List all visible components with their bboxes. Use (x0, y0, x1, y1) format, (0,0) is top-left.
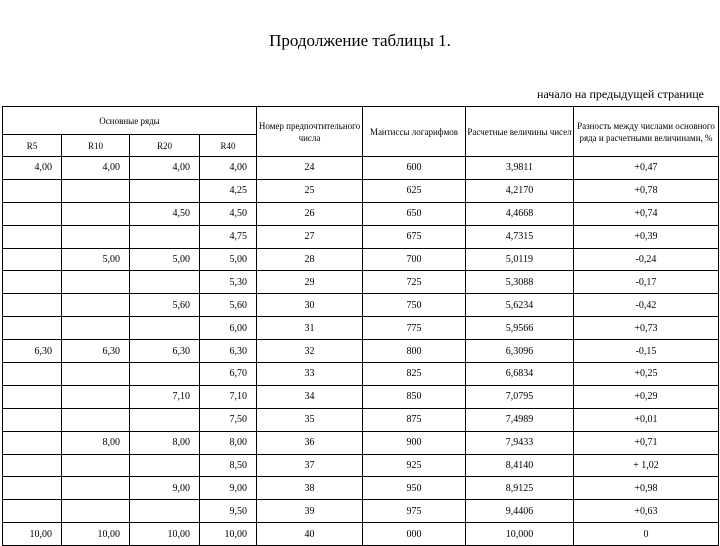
header-r5: R5 (3, 135, 62, 157)
header-r10: R10 (62, 135, 130, 157)
cell-r40: 4,00 (200, 157, 257, 180)
cell-r20: 4,50 (130, 202, 200, 225)
cell-r5 (3, 477, 62, 500)
cell-r10: 8,00 (62, 431, 130, 454)
cell-calculated: 6,3096 (466, 340, 574, 363)
cell-calculated: 9,4406 (466, 500, 574, 523)
cell-difference: +0,25 (574, 363, 719, 386)
cell-r10 (62, 385, 130, 408)
cell-calculated: 10,000 (466, 523, 574, 546)
cell-r20 (130, 454, 200, 477)
cell-r20 (130, 500, 200, 523)
table-row (3, 363, 719, 386)
cell-mantissa: 900 (363, 431, 466, 454)
cell-r20: 4,00 (130, 157, 200, 180)
cell-r40: 7,50 (200, 408, 257, 431)
table-row (3, 248, 719, 271)
cell-r5 (3, 454, 62, 477)
continuation-note: начало на предыдущей странице (537, 87, 704, 101)
cell-r10 (62, 202, 130, 225)
cell-r20: 5,00 (130, 248, 200, 271)
cell-r40: 8,00 (200, 431, 257, 454)
cell-number: 34 (257, 385, 363, 408)
cell-mantissa: 700 (363, 248, 466, 271)
cell-difference: + 1,02 (574, 454, 719, 477)
cell-mantissa: 975 (363, 500, 466, 523)
cell-difference: +0,78 (574, 179, 719, 202)
cell-mantissa: 650 (363, 202, 466, 225)
cell-r5: 6,30 (3, 340, 62, 363)
table-header-row (3, 107, 719, 135)
cell-r20: 8,00 (130, 431, 200, 454)
cell-difference: +0,73 (574, 317, 719, 340)
cell-difference: +0,29 (574, 385, 719, 408)
header-calculated: Расчетные величины чисел (466, 107, 574, 157)
cell-r40: 6,00 (200, 317, 257, 340)
table-row (3, 431, 719, 454)
cell-calculated: 8,4140 (466, 454, 574, 477)
cell-r10: 4,00 (62, 157, 130, 180)
cell-number: 32 (257, 340, 363, 363)
cell-number: 26 (257, 202, 363, 225)
cell-r5: 10,00 (3, 523, 62, 546)
cell-r20 (130, 225, 200, 248)
cell-r5: 4,00 (3, 157, 62, 180)
cell-difference: +0,74 (574, 202, 719, 225)
cell-number: 25 (257, 179, 363, 202)
cell-r10 (62, 294, 130, 317)
cell-r10 (62, 454, 130, 477)
table-row (3, 202, 719, 225)
cell-r40: 7,10 (200, 385, 257, 408)
table-row (3, 271, 719, 294)
cell-difference: +0,01 (574, 408, 719, 431)
cell-mantissa: 750 (363, 294, 466, 317)
cell-mantissa: 825 (363, 363, 466, 386)
cell-calculated: 4,2170 (466, 179, 574, 202)
cell-number: 24 (257, 157, 363, 180)
cell-difference: -0,15 (574, 340, 719, 363)
cell-difference: -0,24 (574, 248, 719, 271)
cell-number: 29 (257, 271, 363, 294)
table-body (3, 157, 719, 546)
cell-r5 (3, 202, 62, 225)
cell-r20: 6,30 (130, 340, 200, 363)
table-row (3, 157, 719, 180)
cell-calculated: 5,0119 (466, 248, 574, 271)
cell-calculated: 7,9433 (466, 431, 574, 454)
cell-mantissa: 725 (363, 271, 466, 294)
header-difference: Разность между числами основного ряда и расчетными величинами, % (574, 107, 719, 157)
cell-r5 (3, 363, 62, 386)
cell-difference: -0,17 (574, 271, 719, 294)
cell-r10 (62, 271, 130, 294)
cell-r20 (130, 363, 200, 386)
cell-mantissa: 850 (363, 385, 466, 408)
cell-r20: 10,00 (130, 523, 200, 546)
cell-r40: 4,75 (200, 225, 257, 248)
cell-number: 28 (257, 248, 363, 271)
cell-difference: +0,39 (574, 225, 719, 248)
cell-number: 36 (257, 431, 363, 454)
cell-number: 33 (257, 363, 363, 386)
cell-calculated: 6,6834 (466, 363, 574, 386)
cell-r5 (3, 294, 62, 317)
cell-r20 (130, 271, 200, 294)
cell-r10: 6,30 (62, 340, 130, 363)
cell-difference: -0,42 (574, 294, 719, 317)
cell-r5 (3, 248, 62, 271)
cell-number: 37 (257, 454, 363, 477)
table-row (3, 340, 719, 363)
cell-r5 (3, 271, 62, 294)
cell-calculated: 4,7315 (466, 225, 574, 248)
cell-mantissa: 875 (363, 408, 466, 431)
cell-r40: 9,50 (200, 500, 257, 523)
cell-r40: 8,50 (200, 454, 257, 477)
cell-r40: 6,30 (200, 340, 257, 363)
page-title: Продолжение таблицы 1. (269, 31, 451, 50)
table-row (3, 477, 719, 500)
cell-difference: +0,71 (574, 431, 719, 454)
cell-r5 (3, 179, 62, 202)
cell-difference: 0 (574, 523, 719, 546)
cell-r40: 9,00 (200, 477, 257, 500)
cell-r10 (62, 225, 130, 248)
cell-number: 30 (257, 294, 363, 317)
cell-difference: +0,63 (574, 500, 719, 523)
cell-mantissa: 625 (363, 179, 466, 202)
cell-mantissa: 800 (363, 340, 466, 363)
table-row (3, 408, 719, 431)
cell-r5 (3, 385, 62, 408)
cell-calculated: 5,3088 (466, 271, 574, 294)
cell-calculated: 5,6234 (466, 294, 574, 317)
cell-number: 27 (257, 225, 363, 248)
cell-r5 (3, 431, 62, 454)
cell-number: 40 (257, 523, 363, 546)
cell-r10 (62, 179, 130, 202)
table-row (3, 523, 719, 546)
cell-r20 (130, 179, 200, 202)
cell-r10 (62, 500, 130, 523)
cell-calculated: 3,9811 (466, 157, 574, 180)
cell-r20 (130, 317, 200, 340)
cell-number: 31 (257, 317, 363, 340)
cell-calculated: 4,4668 (466, 202, 574, 225)
cell-mantissa: 950 (363, 477, 466, 500)
cell-calculated: 7,0795 (466, 385, 574, 408)
table-row (3, 225, 719, 248)
cell-r40: 10,00 (200, 523, 257, 546)
table-row (3, 385, 719, 408)
header-r40: R40 (200, 135, 257, 157)
cell-r10: 5,00 (62, 248, 130, 271)
table-row (3, 317, 719, 340)
cell-r10 (62, 477, 130, 500)
cell-r10: 10,00 (62, 523, 130, 546)
cell-r40: 5,30 (200, 271, 257, 294)
cell-r20: 5,60 (130, 294, 200, 317)
cell-number: 35 (257, 408, 363, 431)
preferred-numbers-table (2, 106, 719, 546)
cell-mantissa: 675 (363, 225, 466, 248)
cell-number: 38 (257, 477, 363, 500)
header-number: Номер предпочтительного числа (257, 107, 363, 157)
header-r20: R20 (130, 135, 200, 157)
cell-r10 (62, 363, 130, 386)
header-series-group: Основные ряды (3, 107, 257, 135)
cell-r20 (130, 408, 200, 431)
cell-r10 (62, 317, 130, 340)
cell-r40: 5,60 (200, 294, 257, 317)
table-row (3, 500, 719, 523)
cell-r40: 4,50 (200, 202, 257, 225)
cell-calculated: 8,9125 (466, 477, 574, 500)
header-mantissa: Мантиссы логарифмов (363, 107, 466, 157)
table-row (3, 454, 719, 477)
cell-r5 (3, 408, 62, 431)
cell-number: 39 (257, 500, 363, 523)
cell-r20: 9,00 (130, 477, 200, 500)
cell-calculated: 5,9566 (466, 317, 574, 340)
table-row (3, 179, 719, 202)
cell-r20: 7,10 (130, 385, 200, 408)
cell-r40: 6,70 (200, 363, 257, 386)
cell-r40: 4,25 (200, 179, 257, 202)
cell-mantissa: 600 (363, 157, 466, 180)
cell-difference: +0,47 (574, 157, 719, 180)
cell-mantissa: 925 (363, 454, 466, 477)
cell-r5 (3, 225, 62, 248)
cell-calculated: 7,4989 (466, 408, 574, 431)
cell-mantissa: 775 (363, 317, 466, 340)
cell-r5 (3, 500, 62, 523)
cell-r40: 5,00 (200, 248, 257, 271)
cell-r10 (62, 408, 130, 431)
cell-r5 (3, 317, 62, 340)
table-row (3, 294, 719, 317)
cell-mantissa: 000 (363, 523, 466, 546)
cell-difference: +0,98 (574, 477, 719, 500)
